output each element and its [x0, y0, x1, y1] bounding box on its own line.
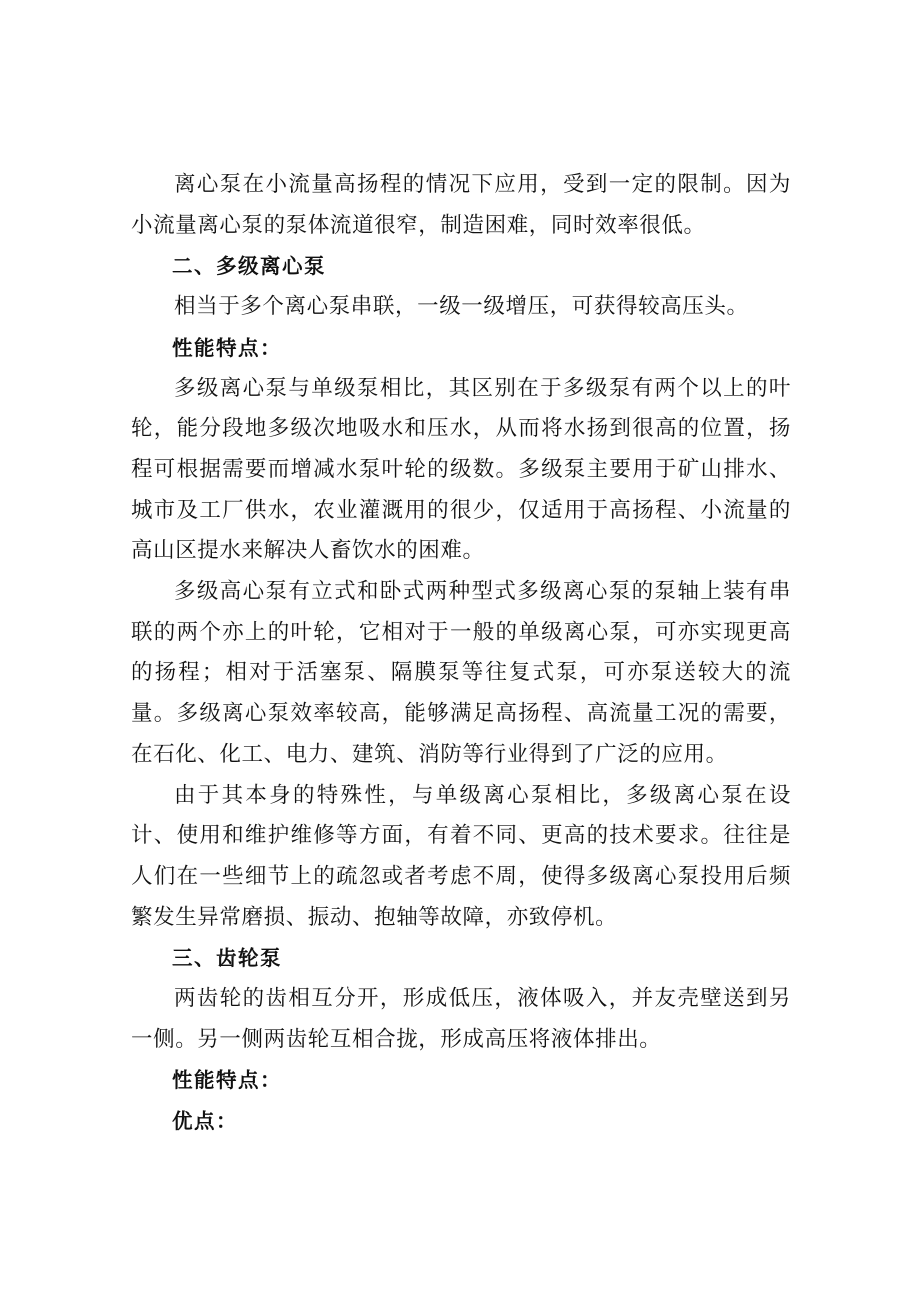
- document-body: [131, 165, 791, 1142]
- intro-paragraph: 离心泵在小流量高扬程的情况下应用，受到一定的限制。因为小流量离心泵的泵体流道很窄，制造困难，同时效率很低。: [131, 172, 791, 238]
- section-heading-gear-pump: 三、齿轮泵: [172, 946, 282, 971]
- multistage-comparison-paragraph: 多级离心泵与单级泵相比，其区别在于多级泵有两个以上的叶轮，能分段地多级次地吸水和压水，从而将水扬到很高的位置，扬程可根据需要而增减水泵叶轮的级数。多级泵主要用于矿山排水、城市及工厂供水，农业灌溉用的很少，仅适用于高扬程、小流量的高山区提水来解决人畜饮水的困难。: [131, 375, 791, 564]
- section-heading-multistage-pump: 二、多级离心泵: [172, 254, 326, 279]
- subheading-performance-features: 性能特点：: [172, 335, 282, 360]
- multistage-types-paragraph: 多级高心泵有立式和卧式两种型式多级离心泵的泵轴上装有串联的两个亦上的叶轮，它相对于一般的单级离心泵，可亦实现更高的扬程；相对于活塞泵、隔膜泵等往复式泵，可亦泵送较大的流量。多级离心泵效率较高，能够满足高扬程、高流量工况的需要，在石化、化工、电力、建筑、消防等行业得到了广泛的应用。: [131, 579, 791, 767]
- multistage-definition-paragraph: 相当于多个离心泵串联，一级一级增压，可获得较高压头。: [174, 294, 749, 320]
- gear-pump-principle-paragraph: 两齿轮的齿相互分开，形成低压，液体吸入，并友壳壁送到另一侧。另一侧两齿轮互相合拢，形成高压将液体排出。: [131, 986, 791, 1052]
- subheading-gear-performance-features: 性能特点：: [172, 1068, 282, 1093]
- multistage-requirements-paragraph: 由于其本身的特殊性，与单级离心泵相比，多级离心泵在设计、使用和维护维修等方面，有着不同、更高的技术要求。往往是人们在一些细节上的疏忽或者考虑不周，使得多级离心泵投用后频繁发生异常磨损、振动、抱轴等故障，亦致停机。: [131, 782, 791, 930]
- subheading-advantages: 优点：: [172, 1109, 238, 1134]
